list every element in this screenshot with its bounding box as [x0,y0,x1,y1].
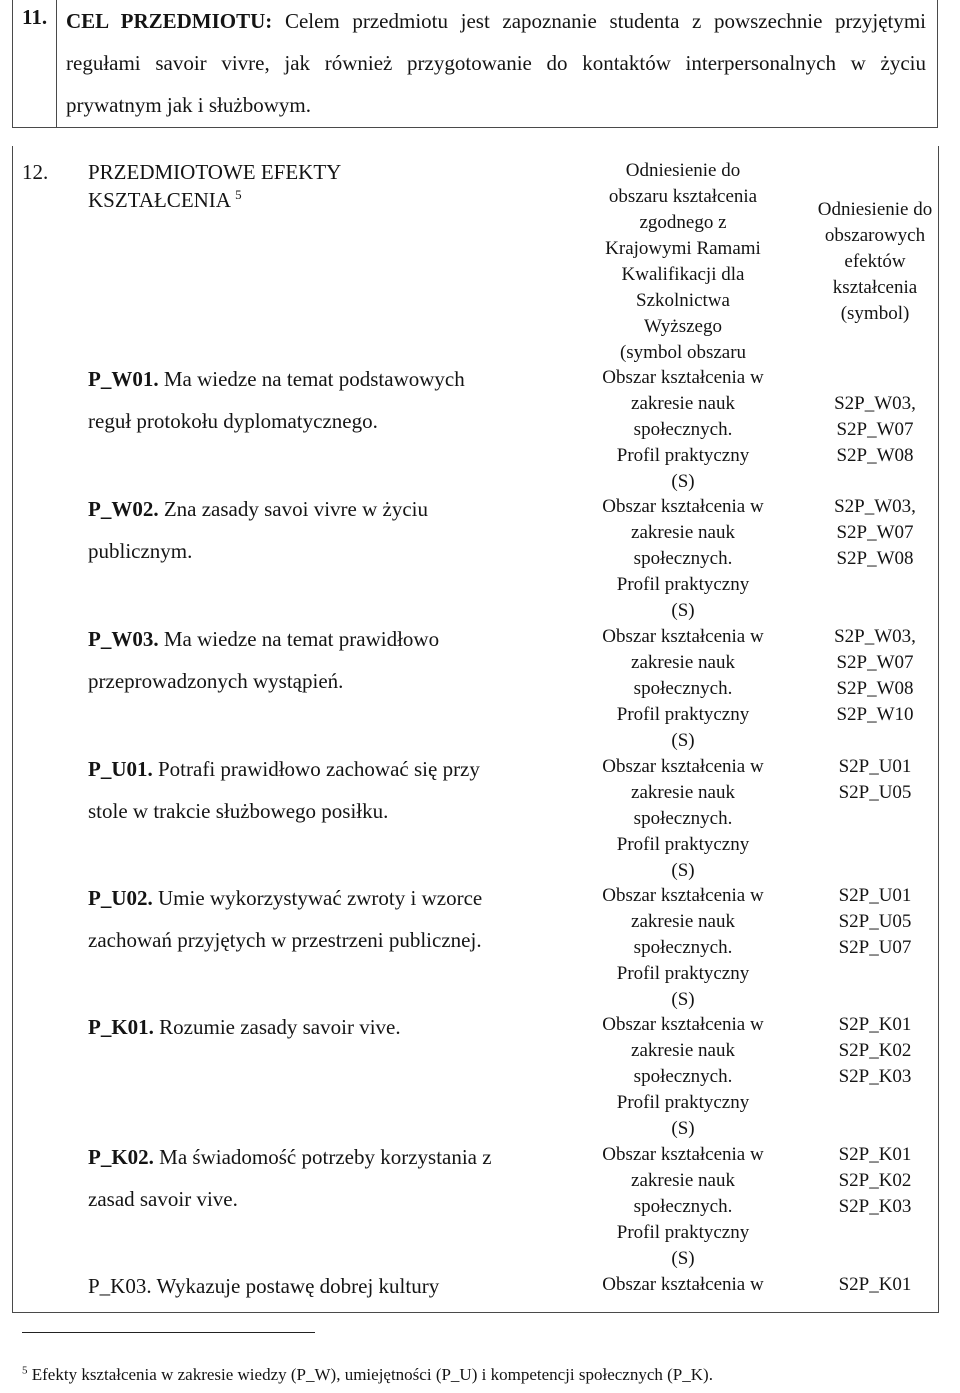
header-line: Krajowymi Ramami [605,238,761,259]
header-line: Odniesienie do [817,199,933,220]
header-line: Szkolnictwa [636,290,730,311]
symbol: S2P_W10 [836,704,914,725]
objective-text: Celem przedmiotu jest zapoznanie studenta z powszechnie przyjętymi regułami savoir vivre, jak również przygotowanie do kontaktów interpersonalnych w życiu prywatnym jak i służbowym. [66,9,927,117]
area-line: Profil praktyczny [616,1222,750,1243]
area-line: Obszar kształcenia w [602,756,764,777]
symbol: S2P_W03, [834,496,916,517]
course-objective [66,0,926,126]
symbol: S2P_K03 [838,1196,912,1217]
area-line: Obszar kształcenia w [602,885,764,906]
effect-desc: Ma świadomość potrzeby korzystania z [159,1145,492,1169]
objective-lead: CEL PRZEDMIOTU: [66,9,273,33]
effect-row [88,1265,558,1307]
area-line: (S) [671,989,695,1010]
effect-row [88,877,558,961]
effect-desc: publicznym. [88,539,193,563]
area-line: społecznych. [633,419,733,440]
frame-line [12,146,13,1313]
area-cell [570,624,796,754]
area-line: Profil praktyczny [616,704,750,725]
symbol: S2P_W03, [834,626,916,647]
symbol: S2P_U05 [838,911,912,932]
area-line: Profil praktyczny [616,1092,750,1113]
symbol: S2P_W08 [836,548,914,569]
area-line: zakresie nauk [631,1040,735,1061]
area-line: Profil praktyczny [616,445,750,466]
area-line: społecznych. [633,808,733,829]
symbol-reference-header [790,197,960,327]
symbol: S2P_W08 [836,445,914,466]
effect-desc: Rozumie zasady savoir vive. [159,1015,401,1039]
effect-code: P_W01. [88,367,159,391]
symbol-cell [790,624,960,728]
area-line: Profil praktyczny [616,574,750,595]
area-line: Obszar kształcenia w [602,496,764,517]
area-line: (S) [671,600,695,621]
section-11-number: 11. [22,5,48,29]
area-line: zakresie nauk [631,1170,735,1191]
effect-desc: Potrafi prawidłowo zachować się przy [158,757,480,781]
footnote-marker: 5 [22,1364,28,1377]
area-cell [570,1012,796,1142]
area-line: Obszar kształcenia w [602,367,764,388]
effect-desc: Zna zasady savoi vivre w życiu [163,497,428,521]
area-line: społecznych. [633,1066,733,1087]
footnote-separator [22,1332,315,1333]
header-line: zgodnego z [639,212,727,233]
header-line: Kwalifikacji dla [621,264,745,285]
effect-code: P_K03. [88,1274,152,1298]
symbol-cell [790,883,960,961]
symbol: S2P_K02 [838,1170,912,1191]
effect-row [88,488,558,572]
area-line: społecznych. [633,937,733,958]
area-line: zakresie nauk [631,782,735,803]
symbol: S2P_W03, [834,393,916,414]
effect-desc: Ma wiedze na temat prawidłowo [163,627,440,651]
header-line: Odniesienie do [625,160,741,181]
symbol: S2P_U07 [838,937,912,958]
effect-desc: reguł protokołu dyplomatycznego. [88,409,378,433]
symbol: S2P_K01 [838,1144,912,1165]
symbol: S2P_U05 [838,782,912,803]
effect-desc: zachowań przyjętych w przestrzeni publicznej. [88,928,482,952]
effect-code: P_U02. [88,886,153,910]
effects-heading [88,158,341,214]
symbol-cell [790,754,960,806]
effect-desc: stole w trakcie służbowego posiłku. [88,799,389,823]
area-cell [570,494,796,624]
area-line: (S) [671,1248,695,1269]
symbol: S2P_W07 [836,419,914,440]
frame-line [937,0,938,128]
area-line: zakresie nauk [631,911,735,932]
area-cell [570,883,796,1013]
area-line: społecznych. [633,1196,733,1217]
symbol: S2P_W07 [836,522,914,543]
area-line: Profil praktyczny [616,834,750,855]
header-line: (symbol obszaru [619,342,747,363]
area-line: społecznych. [633,548,733,569]
effect-desc: Ma wiedze na temat podstawowych [163,367,465,391]
area-line: Obszar kształcenia w [602,1014,764,1035]
header-line: obszaru kształcenia [608,186,758,207]
area-line: zakresie nauk [631,652,735,673]
header-line: (symbol) [840,303,910,324]
symbol: S2P_U01 [838,756,912,777]
symbol-cell [790,391,960,469]
symbol: S2P_K03 [838,1066,912,1087]
area-line: zakresie nauk [631,393,735,414]
symbol-cell [790,494,960,572]
footnote-marker: 5 [235,187,242,202]
footnote [22,1364,713,1386]
frame-line [12,1312,939,1313]
effect-code: P_K02. [88,1145,154,1169]
effect-desc: Umie wykorzystywać zwroty i wzorce [158,886,483,910]
symbol: S2P_W07 [836,652,914,673]
symbol: S2P_K02 [838,1040,912,1061]
area-cell [570,754,796,884]
area-line: (S) [671,730,695,751]
area-line: (S) [671,860,695,881]
effect-desc: zasad savoir vive. [88,1187,238,1211]
symbol: S2P_W08 [836,678,914,699]
area-line: Profil praktyczny [616,963,750,984]
effect-row [88,1136,558,1220]
symbol-cell [790,1272,960,1298]
area-line: Obszar kształcenia w [602,626,764,647]
area-line: społecznych. [633,678,733,699]
header-line: obszarowych [824,225,926,246]
area-line: (S) [671,471,695,492]
symbol: S2P_K01 [838,1274,912,1295]
effect-code: P_W03. [88,627,159,651]
symbol: S2P_K01 [838,1014,912,1035]
section-12-number: 12. [22,160,49,184]
area-line: Obszar kształcenia w [602,1274,764,1295]
effect-desc: Wykazuje postawę dobrej kultury [156,1274,440,1298]
effect-row [88,358,558,442]
frame-line [12,0,13,128]
area-line: Obszar kształcenia w [602,1144,764,1165]
header-line: kształcenia [832,277,918,298]
symbol: S2P_U01 [838,885,912,906]
area-cell [570,365,796,495]
header-line: efektów [844,251,906,272]
effect-row [88,1006,558,1048]
effects-heading-line2: KSZTAŁCENIA [88,188,230,212]
area-cell [570,1142,796,1272]
effect-code: P_K01. [88,1015,154,1039]
frame-line [56,0,57,128]
footnote-text: Efekty kształcenia w zakresie wiedzy (P_W), umiejętności (P_U) i kompetencji społecznych (P_K). [31,1365,713,1384]
symbol-cell [790,1012,960,1090]
effect-desc: przeprowadzonych wystąpień. [88,669,344,693]
frame-line [12,127,938,128]
effect-code: P_W02. [88,497,159,521]
symbol-cell [790,1142,960,1220]
area-cell [570,1272,796,1298]
effect-row [88,618,558,702]
effect-code: P_U01. [88,757,153,781]
effect-row [88,748,558,832]
header-line: Wyższego [644,316,722,337]
area-reference-header [570,158,796,366]
effects-heading-line1: PRZEDMIOTOWE EFEKTY [88,160,342,184]
area-line: (S) [671,1118,695,1139]
area-line: zakresie nauk [631,522,735,543]
